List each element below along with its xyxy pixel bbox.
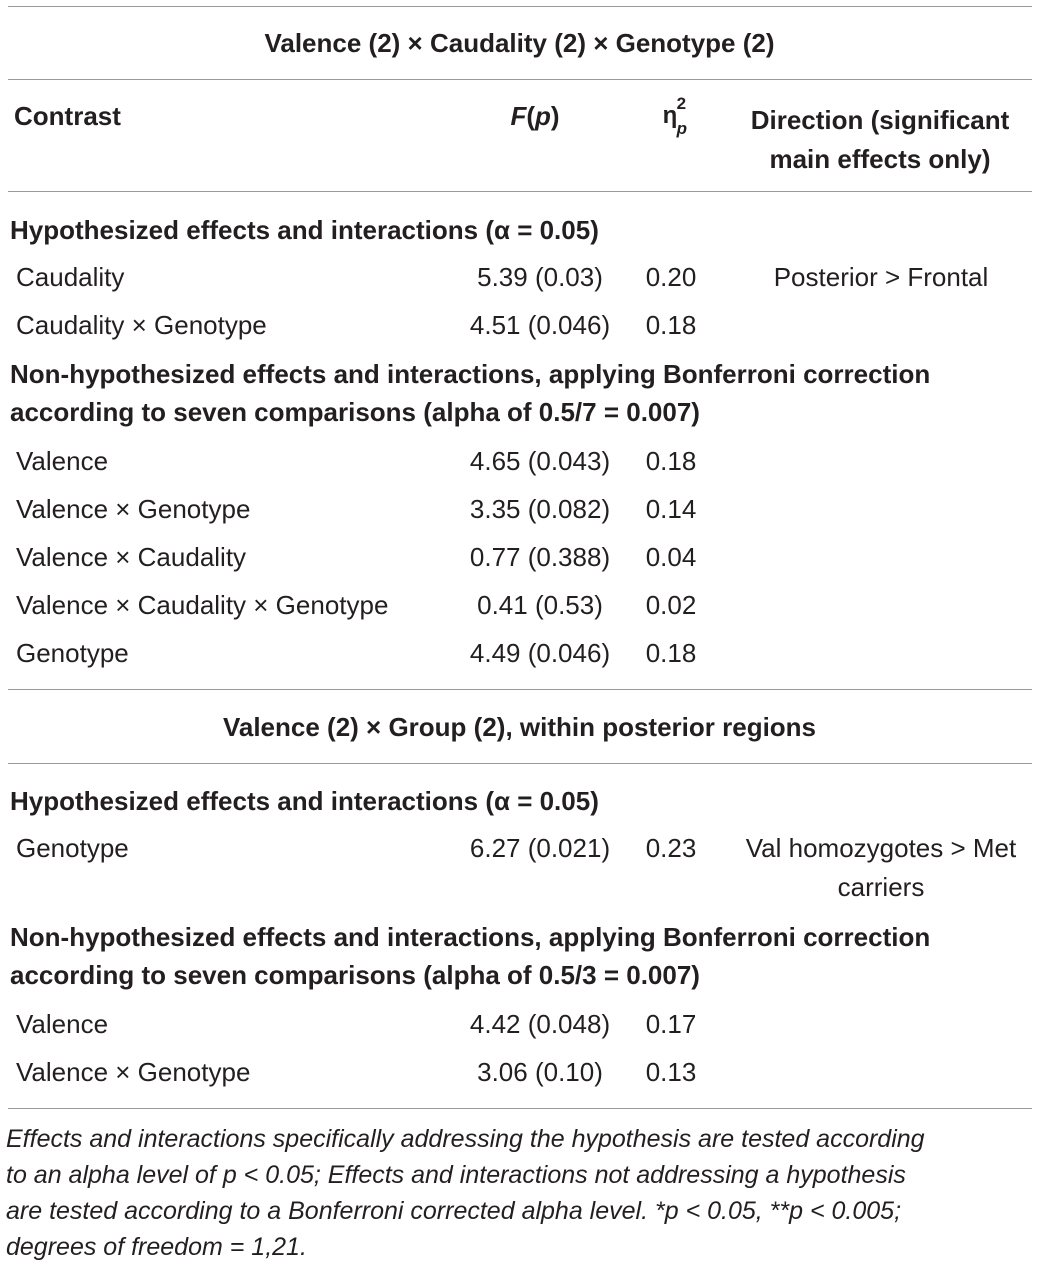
row-contrast: Genotype xyxy=(16,833,129,863)
column-header-direction: Direction (significant main effects only) xyxy=(750,105,1010,174)
row-contrast: Valence xyxy=(16,1009,109,1039)
row-direction: Val homozygotes > Met carriers xyxy=(745,833,1017,902)
column-header-f-p xyxy=(480,101,590,131)
footnote-line: Effects and interactions specifically addressing the hypothesis are tested according xyxy=(6,1125,925,1153)
footnote-line: to an alpha level of p < 0.05; Effects and interactions not addressing a hypothesis xyxy=(6,1161,906,1189)
table-header-2: Valence (2) × Group (2), within posterior regions xyxy=(222,712,817,742)
table-footnote xyxy=(6,1121,1036,1265)
p-symbol: p xyxy=(535,101,551,131)
footnote-line: are tested according to a Bonferroni corrected alpha level. *p < 0.05, **p < 0.005; xyxy=(6,1197,902,1225)
column-header-contrast: Contrast xyxy=(14,101,121,131)
row-eta-value: 0.18 xyxy=(645,638,697,668)
row-eta-value: 0.23 xyxy=(645,833,697,863)
row-f-value: 4.65 (0.043) xyxy=(469,446,611,476)
row-eta-value: 0.18 xyxy=(645,310,697,340)
section-title-hypothesized-2: Hypothesized effects and interactions (α = 0.05) xyxy=(10,786,599,816)
row-contrast: Valence × Genotype xyxy=(16,1057,251,1087)
top-rule xyxy=(8,6,1032,7)
f-symbol: F xyxy=(510,101,527,131)
block-separator-rule xyxy=(8,689,1032,690)
section-title-nonhypothesized-1: Non-hypothesized effects and interactions, applying Bonferroni correction according to seven comparisons (alpha of 0.5/7 = 0.007) xyxy=(10,359,931,427)
eta-subscript: p xyxy=(676,119,688,138)
header-rule xyxy=(8,79,1032,80)
row-f-value: 3.06 (0.10) xyxy=(477,1057,603,1087)
row-f-value: 5.39 (0.03) xyxy=(477,262,603,292)
f-paren-open: ( xyxy=(526,101,535,131)
row-f-value: 0.41 (0.53) xyxy=(477,590,603,620)
row-contrast: Valence × Genotype xyxy=(16,494,251,524)
f-paren-close: ) xyxy=(550,101,560,131)
row-f-value: 4.51 (0.046) xyxy=(469,310,611,340)
column-header-rule xyxy=(8,191,1032,192)
section-title-nonhypothesized-2: Non-hypothesized effects and interactions, applying Bonferroni correction according to seven comparisons (alpha of 0.5/3 = 0.007) xyxy=(10,922,931,990)
row-contrast: Genotype xyxy=(16,638,129,668)
row-f-value: 4.49 (0.046) xyxy=(469,638,611,668)
row-eta-value: 0.13 xyxy=(645,1057,697,1087)
bottom-rule xyxy=(8,1108,1032,1109)
eta-superscript: 2 xyxy=(676,94,687,113)
eta-base: η xyxy=(662,102,678,129)
eta-symbol xyxy=(662,94,688,138)
row-f-value: 4.42 (0.048) xyxy=(469,1009,611,1039)
row-f-value: 6.27 (0.021) xyxy=(469,833,611,863)
row-contrast: Valence × Caudality xyxy=(16,542,247,572)
column-header-eta xyxy=(640,94,700,138)
row-f-value: 3.35 (0.082) xyxy=(469,494,611,524)
row-eta-value: 0.17 xyxy=(645,1009,697,1039)
row-eta-value: 0.20 xyxy=(645,262,697,292)
section-title-hypothesized-1: Hypothesized effects and interactions (α = 0.05) xyxy=(10,215,599,245)
footnote-line: degrees of freedom = 1,21. xyxy=(6,1233,307,1261)
row-contrast: Caudality × Genotype xyxy=(16,310,267,340)
table-header-1: Valence (2) × Caudality (2) × Genotype (2) xyxy=(264,28,775,58)
row-eta-value: 0.18 xyxy=(645,446,697,476)
row-direction: Posterior > Frontal xyxy=(773,262,989,292)
header-2-rule xyxy=(8,763,1032,764)
row-eta-value: 0.14 xyxy=(645,494,697,524)
row-contrast: Valence xyxy=(16,446,109,476)
row-contrast: Valence × Caudality × Genotype xyxy=(16,590,389,620)
row-f-value: 0.77 (0.388) xyxy=(469,542,611,572)
row-contrast: Caudality xyxy=(16,262,125,292)
row-eta-value: 0.04 xyxy=(645,542,697,572)
row-eta-value: 0.02 xyxy=(645,590,697,620)
